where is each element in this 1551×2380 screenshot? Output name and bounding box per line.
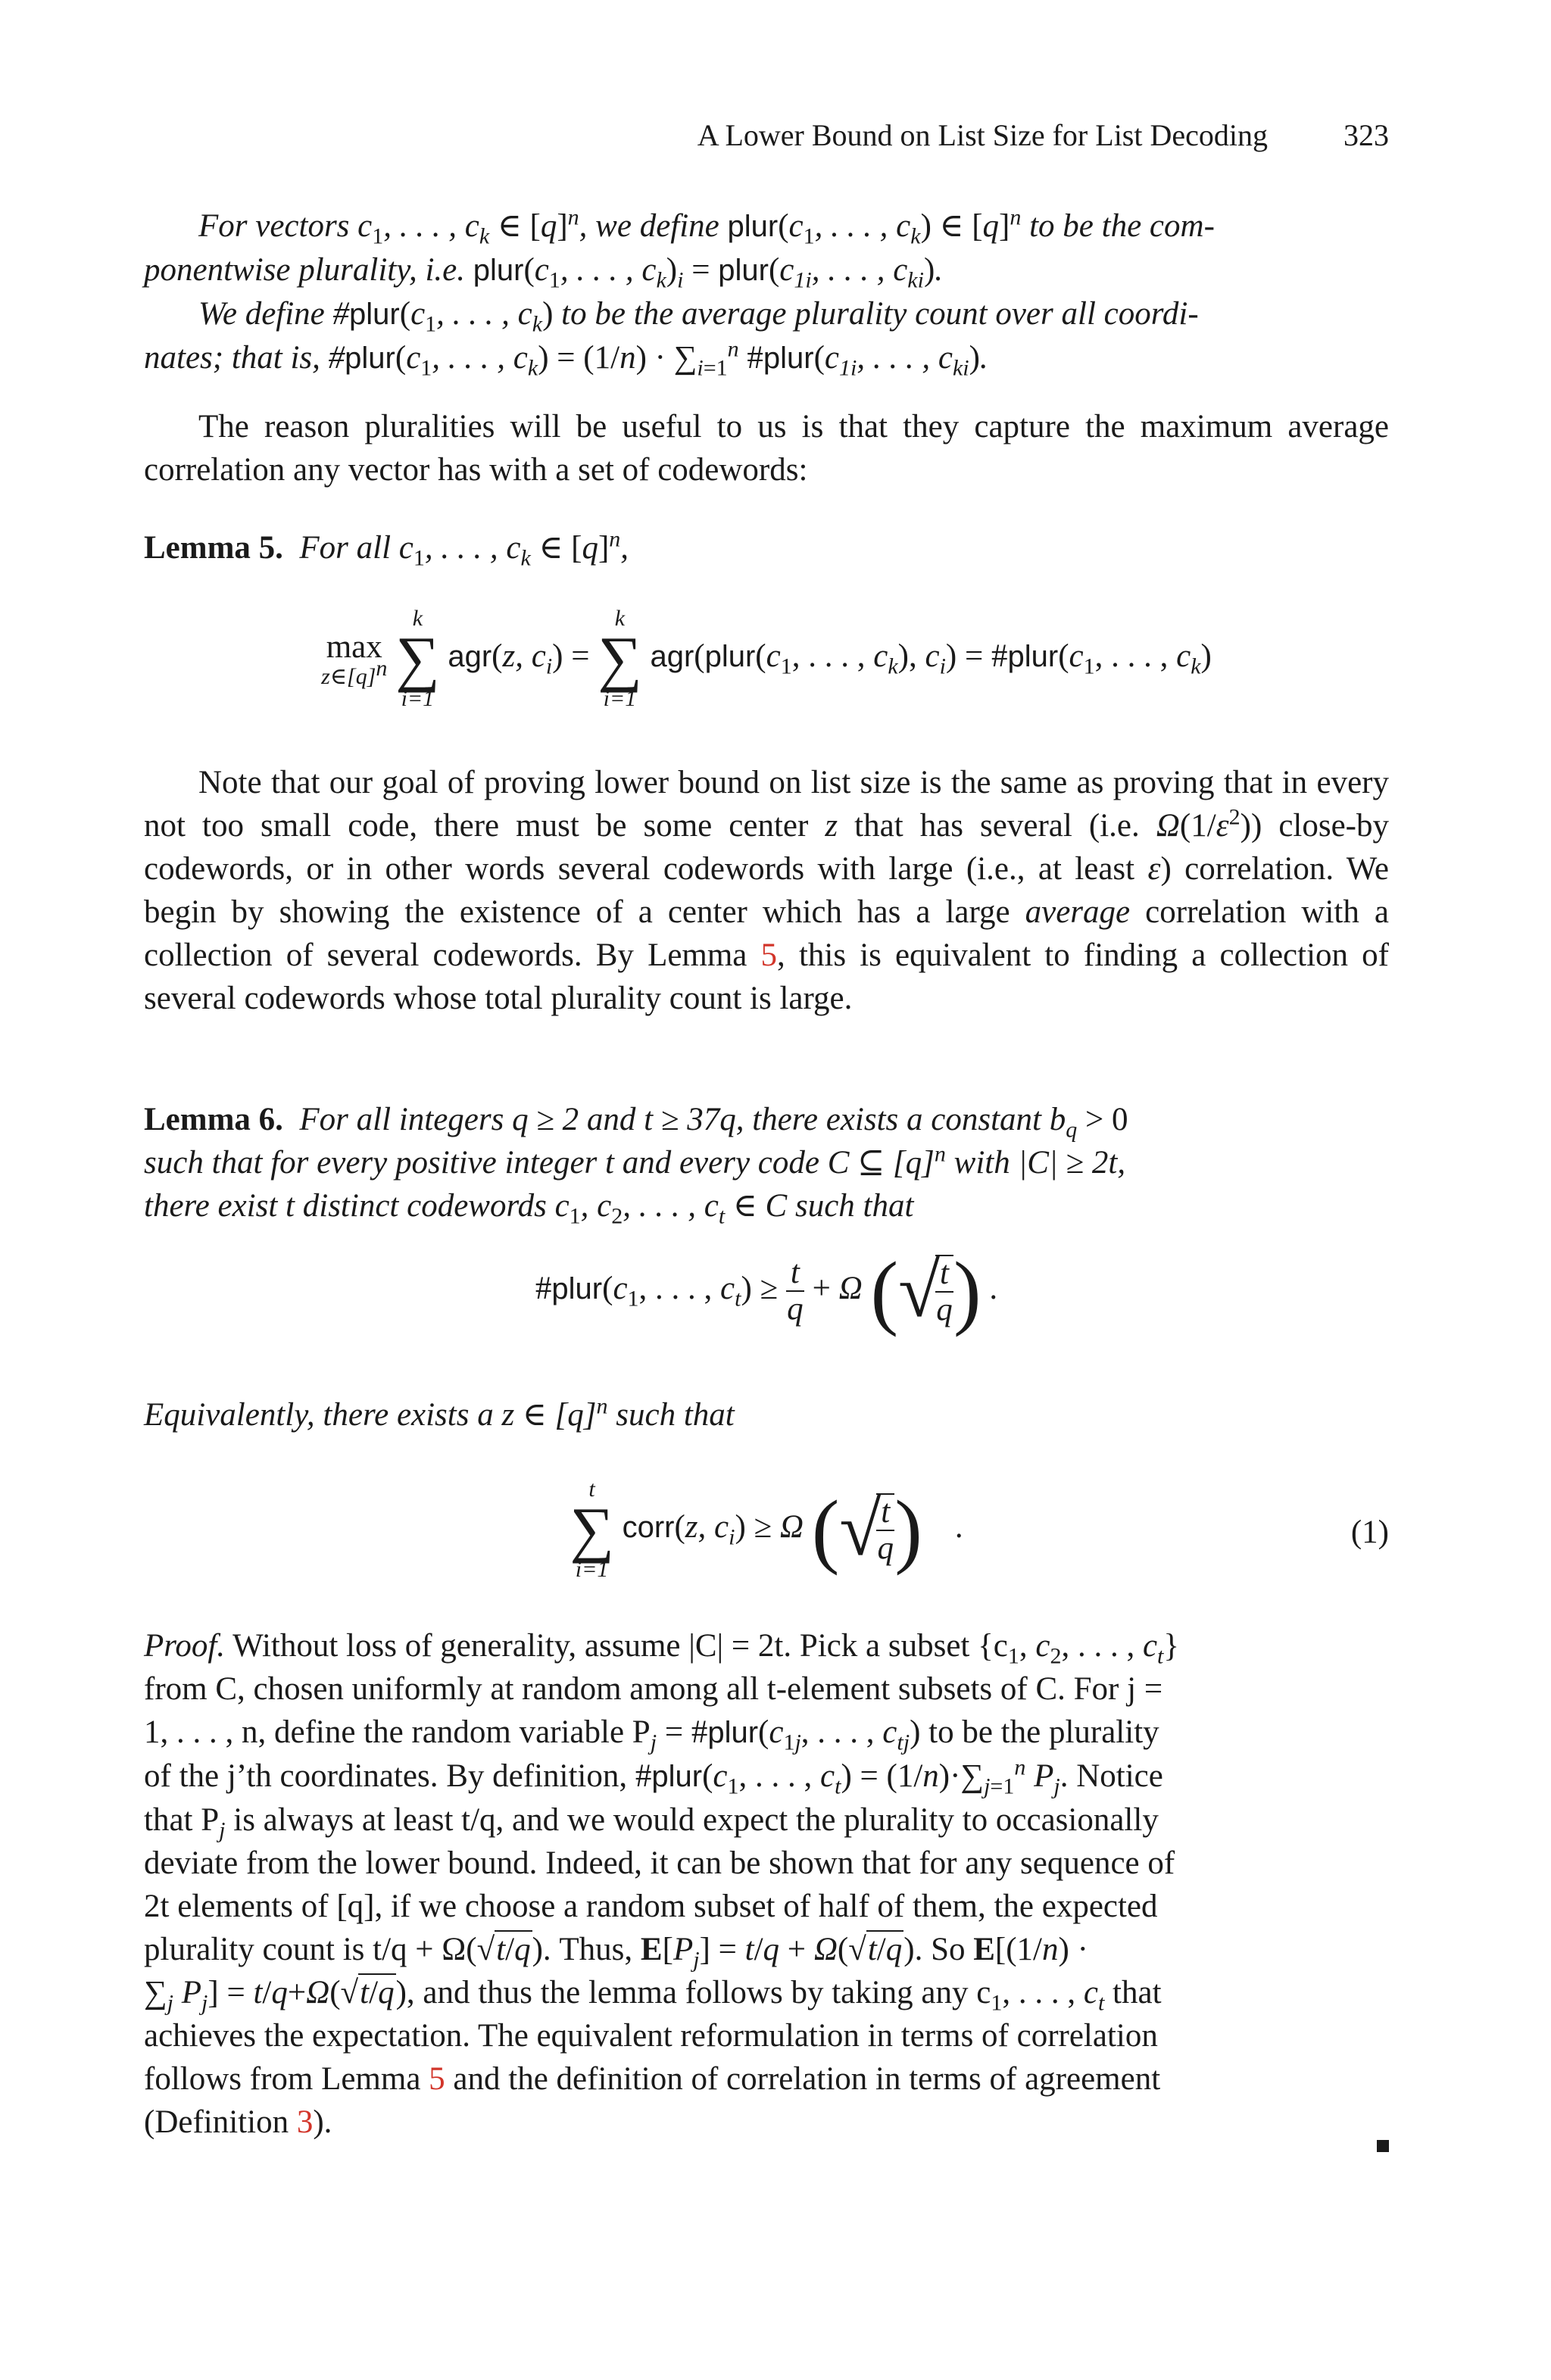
- lemma-5-link[interactable]: 5: [760, 937, 778, 973]
- definition-line-1: For vectors $c_1$, . . . , $c_k$ ∈ $[q]^n$, we define $plur(c_1$, . . . , $c_k$) ∈ $[q]^n$ to be the com-: [198, 204, 1215, 249]
- definition-line-2: ponentwise plurality, i.e. $plur(c_1$, . . . , $c_k)_i$ = $plur(c_{1i}$, . . . , $c_{ki}$).: [144, 252, 944, 293]
- page-number: 323: [1343, 118, 1389, 152]
- lemma-5-equation: max $z\in[q]^n$ k ∑ i=1 agr(z, $c_i$) = k ∑ i=1 $agr(plur(c_1$, . . . , $c_k$), $c_i$) = $\#plur(c_1$, . . . , $c_k$): [321, 606, 1212, 711]
- equivalently-text: Equivalently, there exists a z ∈ $[q]^n$ such that: [144, 1393, 735, 1433]
- proof-line-2: from C, chosen uniformly at random among all t-element subsets of C. For j =: [144, 1671, 1163, 1707]
- definition-3-link[interactable]: 3: [296, 2104, 314, 2140]
- note-paragraph: [144, 761, 1389, 1020]
- equation-1: t ∑ i=1 corr(z, $c_i) \ge \Omega$ (√ $\frac{t}{q}$ ) .: [570, 1477, 963, 1582]
- proof-line-7: 2t elements of [q], if we choose a random subset of half of them, the expected: [144, 1889, 1158, 1924]
- fraction: $\frac{t}{q}$: [787, 1255, 804, 1327]
- lemma-6-equation: $\#plur(c_1$, . . . , $c_t$) ≥ $\frac{t}{q}$ + Ω (√ $\frac{t}{q}$ ) .: [535, 1245, 998, 1337]
- lemma-6-line-2: such that for every positive integer t and every code C ⊆ $[q]^n$ with |C| ≥ 2t,: [144, 1141, 1126, 1181]
- note-text: Note that our goal of proving lower bound on list size is the same as proving that in every not too small code, there must be some center z that has several (i.e. $\Omega(1/\varepsilon^2)$) close-by codewords, or in other words several codewords with large (i.e., at least ε) correlation. We begin by showing the existence of a center which has a large average correlation with a collection of several codewords. By Lemma 5, this is equivalent to finding a collection of several codewords whose total plurality count is large.: [144, 765, 1389, 1016]
- running-title: A Lower Bound on List Size for List Decoding: [697, 118, 1268, 152]
- intro-text: The reason pluralities will be useful to us is that they capture the maximum average correlation any vector has with a set of codewords:: [144, 409, 1389, 488]
- definition-line-3: We define $\#plur(c_1$, . . . , $c_k$) to be the average plurality count over all coordi-: [198, 296, 1199, 337]
- lemma-5-label: Lemma 5.: [144, 530, 283, 566]
- lemma-5: [144, 526, 1389, 569]
- sum-operator: k ∑ i=1: [395, 606, 440, 711]
- sum-operator: k ∑ i=1: [598, 606, 642, 711]
- lemma-6-label: Lemma 6.: [144, 1102, 283, 1137]
- proof-line-11: follows from Lemma 5 and the definition of correlation in terms of agreement: [144, 2061, 1161, 2097]
- lemma-5-statement: Lemma 5. For all $c_1$, . . . , $c_k$ ∈ $[q]^n$,: [144, 526, 629, 571]
- proof-line-12: (Definition 3).: [144, 2104, 332, 2140]
- proof-line-10: achieves the expectation. The equivalent reformulation in terms of correlation: [144, 2018, 1158, 2054]
- proof-label: Proof.: [144, 1628, 226, 1664]
- equivalently-line: [144, 1393, 1389, 1436]
- proof-line-4: of the j’th coordinates. By definition, $\#plur(c_1$, . . . , $c_t) = (1/n)\cdot\sum_{j=1}^n$ $P_j$. Notice: [144, 1755, 1163, 1799]
- intro-paragraph: [144, 405, 1389, 491]
- proof-line-3: 1, . . . , n, define the random variable $P_j$ = $\#plur(c_{1j}$, . . . , $c_{tj}$) to be the plurality: [144, 1714, 1159, 1755]
- proof: [144, 1624, 1389, 2144]
- qed-symbol: [1377, 2140, 1389, 2152]
- proof-line-9: $\sum_j$ $P_j] = t/q+\Omega(√t/q)$, and thus the lemma follows by taking any $c_1$, . . . , $c_t$ that: [144, 1975, 1162, 2016]
- proof-line-5: that $P_j$ is always at least t/q, and we would expect the plurality to occasionally: [144, 1802, 1159, 1843]
- lemma-6-line-1: Lemma 6. For all integers q ≥ 2 and t ≥ 37q, there exists a constant $b_q > 0$: [144, 1102, 1128, 1143]
- sqrt: √ $\frac{t}{q}$: [839, 1487, 894, 1571]
- equation-number: (1): [1350, 1514, 1389, 1550]
- max-operator: max $z\in[q]^n$: [321, 629, 388, 689]
- proof-line-1: Proof. Without loss of generality, assume |C| = 2t. Pick a subset {$c_1$, $c_2$, . . . , $c_t$}: [144, 1628, 1180, 1669]
- proof-line-6: deviate from the lower bound. Indeed, it can be shown that for any sequence of: [144, 1845, 1175, 1881]
- lemma-6-line-3: there exist t distinct codewords $c_1$, $c_2$, . . . , $c_t$ ∈ C such that: [144, 1188, 914, 1229]
- definition-plurality: [144, 204, 1389, 380]
- definition-line-4: nates; that is, $\#plur(c_1$, . . . , $c_k) = (1/n) \cdot \sum_{i=1}^n$ $\#plur(c_{1i}$, . . . , $c_{ki}$).: [144, 336, 988, 381]
- lemma-6: [144, 1098, 1389, 1227]
- sqrt: √ $\frac{t}{q}$: [898, 1249, 953, 1333]
- sum-operator: t ∑ i=1: [570, 1477, 614, 1582]
- running-header: [144, 114, 1389, 159]
- proof-line-8: plurality count is t/q + Ω(√t/q). Thus, $E[P_j] = t/q + \Omega(√t/q)$. So E[(1/n) ·: [144, 1932, 1088, 1973]
- lemma-5-link[interactable]: 5: [429, 2061, 445, 2097]
